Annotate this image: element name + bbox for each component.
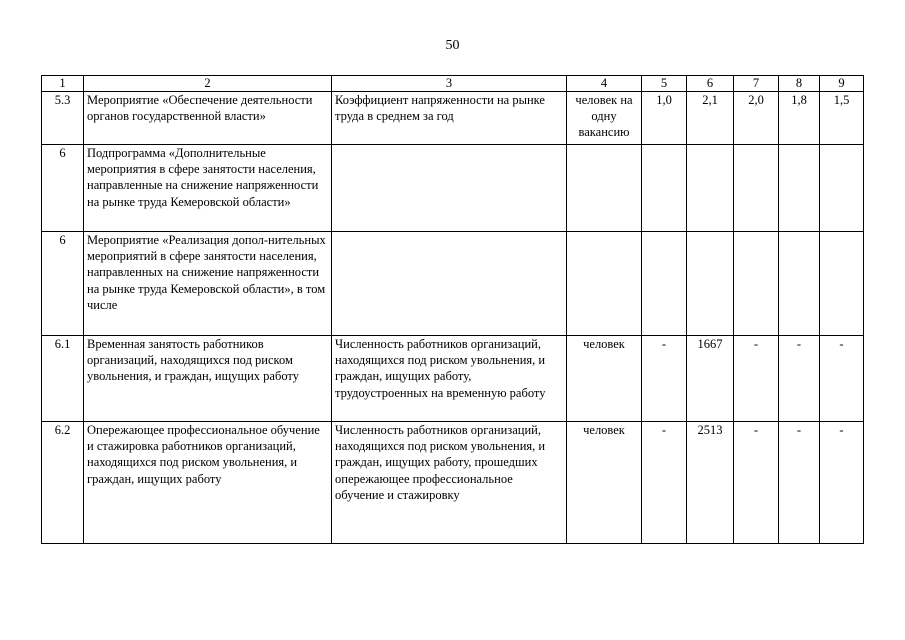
value-cell-5: 1,0 [642,92,687,145]
indicator-cell: Численность работников организаций, находящихся под риском увольнения, и граждан, ищущих работу, прошедших опережающее профессиональное обучение и стажировку [332,422,567,544]
page-number: 50 [445,38,460,53]
unit-cell [567,232,642,336]
header-cell: 2 [84,76,332,92]
table-row [42,92,864,145]
value-cell-8: - [779,336,820,422]
value-cell-9: - [820,336,864,422]
value-cell-8 [779,232,820,336]
value-cell-8: - [779,422,820,544]
indicator-cell [332,232,567,336]
value-cell-7 [734,145,779,232]
header-cell: 5 [642,76,687,92]
value-cell-5: - [642,422,687,544]
value-cell-9 [820,145,864,232]
indicators-table [41,75,864,544]
indicator-cell: Коэффициент напряженности на рынке труда в среднем за год [332,92,567,145]
value-cell-7 [734,232,779,336]
header-cell: 7 [734,76,779,92]
value-cell-8: 1,8 [779,92,820,145]
measure-name-cell: Подпрограмма «Дополнительные мероприятия в сфере занятости населения, направленные на снижение напряженности на рынке труда Кемеровской области» [84,145,332,232]
value-cell-9 [820,232,864,336]
value-cell-6 [687,145,734,232]
row-number-cell: 6.1 [42,336,84,422]
row-number-cell: 6 [42,232,84,336]
unit-cell [567,145,642,232]
row-number-cell: 6.2 [42,422,84,544]
unit-cell: человек [567,422,642,544]
value-cell-9: 1,5 [820,92,864,145]
header-cell: 6 [687,76,734,92]
value-cell-6: 2,1 [687,92,734,145]
measure-name-cell: Опережающее профессиональное обучение и стажировка работников организаций, находящихся под риском увольнения, и граждан, ищущих работу [84,422,332,544]
value-cell-9: - [820,422,864,544]
table-row [42,422,864,544]
measure-name-cell: Мероприятие «Обеспечение деятельности органов государственной власти» [84,92,332,145]
header-cell: 4 [567,76,642,92]
unit-cell: человек на одну вакансию [567,92,642,145]
value-cell-7: 2,0 [734,92,779,145]
value-cell-6: 2513 [687,422,734,544]
value-cell-8 [779,145,820,232]
header-cell: 8 [779,76,820,92]
indicator-cell: Численность работников организаций, находящихся под риском увольнения, и граждан, ищущих работу, трудоустроенных на временную работу [332,336,567,422]
header-cell: 9 [820,76,864,92]
value-cell-7: - [734,422,779,544]
value-cell-6: 1667 [687,336,734,422]
row-number-cell: 5.3 [42,92,84,145]
table-header-row [42,76,864,92]
indicator-cell [332,145,567,232]
table-row [42,145,864,232]
header-cell: 1 [42,76,84,92]
row-number-cell: 6 [42,145,84,232]
value-cell-5 [642,232,687,336]
table-row [42,232,864,336]
value-cell-6 [687,232,734,336]
value-cell-7: - [734,336,779,422]
unit-cell: человек [567,336,642,422]
measure-name-cell: Временная занятость работников организаций, находящихся под риском увольнения, и граждан, ищущих работу [84,336,332,422]
value-cell-5: - [642,336,687,422]
header-cell: 3 [332,76,567,92]
measure-name-cell: Мероприятие «Реализация допол-нительных мероприятий в сфере занятости населения, направленных на снижение напряженности на рынке труда Кемеровской области», в том числе [84,232,332,336]
table-row [42,336,864,422]
value-cell-5 [642,145,687,232]
